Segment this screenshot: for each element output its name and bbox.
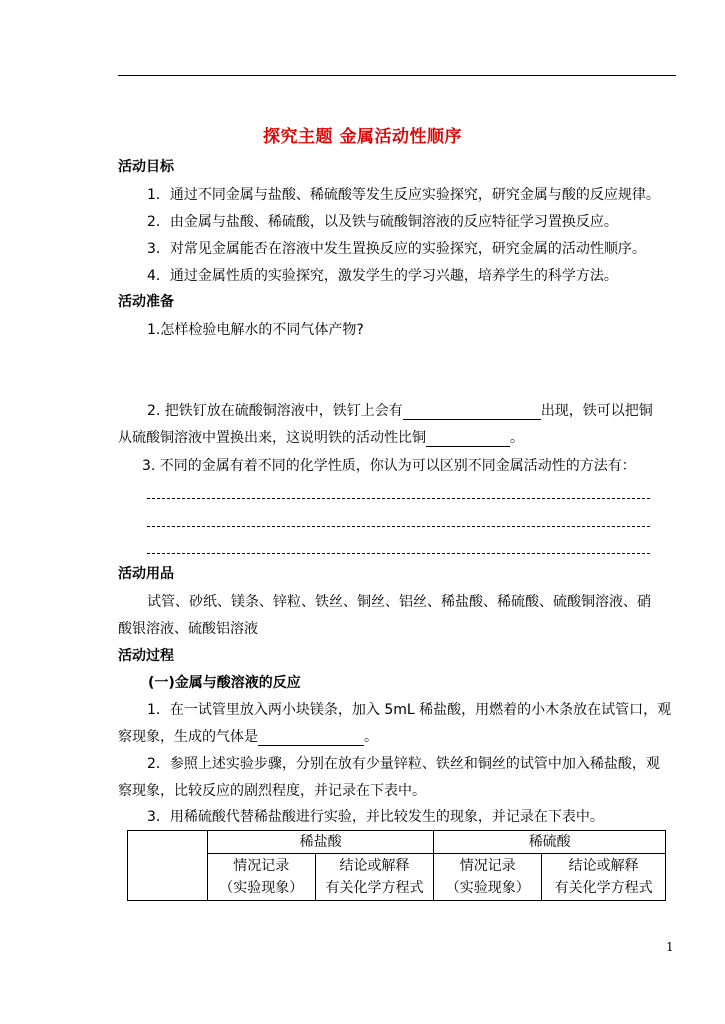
materials-line-1: 试管、砂纸、镁条、锌粒、铁丝、铜丝、铝丝、稀盐酸、稀硫酸、硫酸铜溶液、硝 — [147, 594, 651, 610]
header-acid-hcl: 稀盐酸 — [207, 831, 434, 854]
record-sub-label: （实验现象） — [445, 880, 530, 896]
step-1-line1: 1．在一试管里放入两小块镁条，加入 5mL 稀盐酸，用燃着的小木条放在试管口，观 — [147, 702, 672, 718]
s1-text-c: 。 — [364, 729, 378, 745]
subheader-record-1 — [207, 854, 315, 901]
header-acid-h2so4: 稀硫酸 — [434, 831, 666, 854]
s1-text-b: 察现象，生成的气体是 — [118, 729, 258, 745]
q2-text-d: 。 — [510, 430, 524, 446]
q2-text-c: 从硫酸铜溶液中置换出来，这说明铁的活动性比铜 — [118, 430, 426, 446]
record-label: 情况记录 — [459, 858, 516, 874]
q2-blank-2[interactable] — [426, 432, 510, 447]
answer-line-3[interactable] — [147, 553, 650, 554]
subheader-conclusion-1 — [315, 854, 434, 901]
goal-item-1: 1．通过不同金属与盐酸、稀硫酸等发生反应实验探究，研究金属与酸的反应规律。 — [147, 187, 660, 203]
prep-question-2-line1 — [147, 402, 653, 420]
step-3: 3．用稀硫酸代替稀盐酸进行实验，并比较发生的现象，并记录在下表中。 — [147, 809, 604, 825]
answer-line-1[interactable] — [147, 498, 650, 499]
q2-blank-1[interactable] — [403, 405, 541, 420]
prep-question-3: 3. 不同的金属有着不同的化学性质，你认为可以区别不同金属活动性的方法有： — [142, 458, 636, 474]
q2-text-a: 2. 把铁钉放在硫酸铜溶液中，铁钉上会有 — [147, 403, 403, 419]
record-sub-label: （实验现象） — [219, 880, 304, 896]
results-table — [127, 830, 666, 901]
table-subheader-row — [128, 854, 666, 901]
materials-line-2: 酸银溶液、硫酸铝溶液 — [118, 621, 258, 637]
page-title: 探究主题 金属活动性顺序 — [263, 127, 462, 147]
conclusion-label: 结论或解释 — [339, 858, 410, 874]
step-2-line1: 2．参照上述实验步骤，分别在放有少量锌粒、铁丝和铜丝的试管中加入稀盐酸，观 — [147, 756, 660, 772]
header-rule — [118, 75, 676, 76]
prep-heading: 活动准备 — [118, 294, 174, 310]
step-1-line2 — [118, 728, 378, 746]
goal-item-4: 4．通过金属性质的实验探究，激发学生的学习兴趣，培养学生的科学方法。 — [147, 268, 618, 284]
conclusion-sub-label: 有关化学方程式 — [325, 880, 424, 896]
record-label: 情况记录 — [233, 858, 290, 874]
conclusion-sub-label: 有关化学方程式 — [554, 880, 653, 896]
subheader-conclusion-2 — [542, 854, 666, 901]
conclusion-label: 结论或解释 — [568, 858, 639, 874]
step-2-line2: 察现象，比较反应的剧烈程度，并记录在下表中。 — [118, 783, 426, 799]
process-heading: 活动过程 — [118, 648, 174, 664]
prep-question-2-line2 — [118, 429, 524, 447]
gas-blank[interactable] — [258, 731, 364, 746]
answer-line-2[interactable] — [147, 526, 650, 527]
subheader-record-2 — [434, 854, 542, 901]
goal-heading: 活动目标 — [118, 159, 174, 175]
q2-text-b: 出现，铁可以把铜 — [540, 403, 653, 419]
goal-item-3: 3．对常见金属能否在溶液中发生置换反应的实验探究，研究金属的活动性顺序。 — [147, 241, 646, 257]
materials-heading: 活动用品 — [118, 566, 174, 582]
prep-question-1: 1.怎样检验电解水的不同气体产物? — [147, 322, 364, 338]
table-header-row — [128, 831, 666, 854]
process-subheading-1: (一)金属与酸溶液的反应 — [148, 675, 301, 691]
goal-item-2: 2．由金属与盐酸、稀硫酸，以及铁与硫酸铜溶液的反应特征学习置换反应。 — [147, 214, 618, 230]
table-corner-cell — [128, 831, 208, 901]
page-number: 1 — [666, 940, 674, 954]
